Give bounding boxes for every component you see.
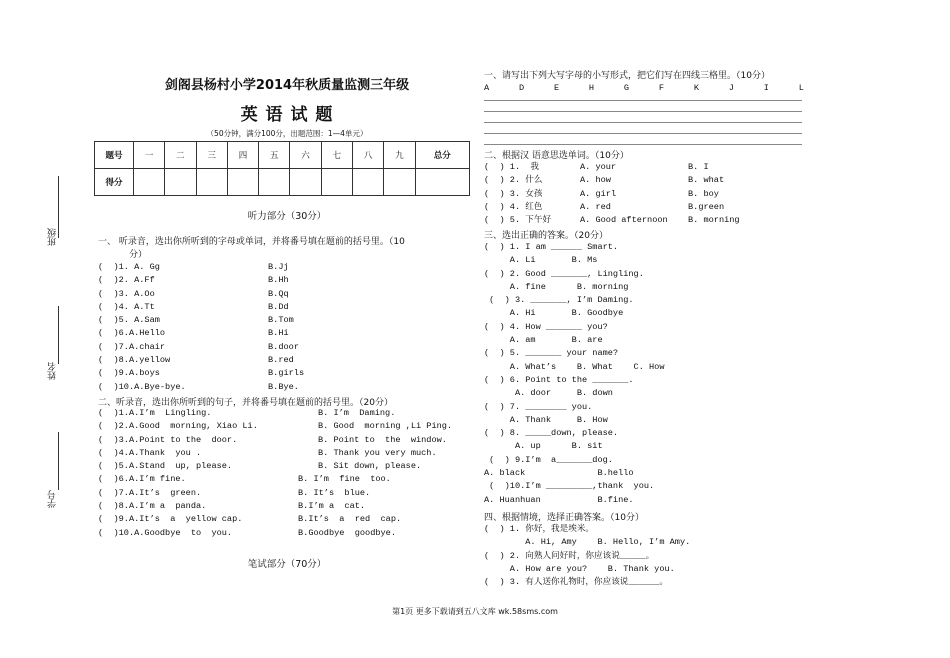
listening-q1-title: 一、 听录音，选出你所听到的字母或单词，并将番号填在题前的括号里。（10 (98, 237, 405, 247)
option-a[interactable]: A. red (580, 201, 611, 212)
option-a[interactable]: ( )8.A.yellow (98, 355, 171, 366)
option-a[interactable]: ( )6.A.Hello (98, 328, 166, 339)
list-item (98, 288, 458, 301)
option-a[interactable]: A. girl (580, 188, 617, 199)
list-item[interactable]: A. Thank B. How (484, 414, 608, 425)
score-row-label: 得分 (95, 169, 134, 196)
list-item[interactable]: ( ) 9.I’m a_______dog. (484, 454, 613, 465)
list-item (484, 174, 804, 187)
student-id-blank-line (58, 432, 59, 490)
list-item[interactable]: A. up B. sit (484, 441, 603, 452)
list-item[interactable]: ( ) 5. _______ your name? (484, 348, 619, 359)
score-head-3: 三 (196, 142, 227, 169)
list-item (98, 301, 458, 314)
list-item[interactable]: ( ) 1. I am ______ Smart. (484, 242, 619, 252)
list-item[interactable]: A. Li B. Ms (484, 255, 598, 266)
option-a[interactable]: ( )6.A.I’m fine. (98, 474, 186, 485)
word-cn: ( ) 5. 下午好 (484, 215, 552, 226)
letter: E (553, 83, 560, 93)
option-a[interactable]: ( )2. A.Ff (98, 275, 155, 286)
word-cn: ( ) 4. 红色 (484, 201, 543, 212)
word-cn: ( ) 2. 什么 (484, 175, 543, 186)
list-item (98, 500, 468, 513)
name-blank-line (58, 306, 59, 364)
option-a[interactable]: ( )5. A.Sam (98, 315, 160, 326)
score-head-0: 题号 (95, 142, 134, 169)
score-cell[interactable] (165, 169, 196, 196)
option-b[interactable]: B. I’m fine too. (298, 474, 391, 485)
list-item (484, 214, 804, 227)
option-b[interactable]: B. Good morning ,Li Ping. (318, 421, 453, 432)
letter: G (623, 83, 630, 93)
score-head-8: 八 (352, 142, 383, 169)
letter: K (693, 83, 699, 93)
option-b[interactable]: B. Point to the window. (318, 434, 447, 445)
option-a[interactable]: ( )3.A.Point to the door. (98, 434, 238, 445)
list-item (484, 188, 804, 201)
list-item (98, 447, 468, 460)
score-cell[interactable] (134, 169, 165, 196)
letter: J (728, 83, 734, 93)
option-b[interactable]: B. I’m Daming. (318, 408, 396, 418)
page-footer: 第1页 更多下载请到五八文库 wk.58sms.com (392, 607, 558, 616)
option-a[interactable]: ( )4.A.Thank you . (98, 447, 202, 458)
option-b[interactable]: B. morning (688, 215, 740, 226)
list-item[interactable]: ( ) 7. ________ you. (484, 401, 593, 412)
grid-line (484, 144, 802, 145)
list-item (98, 513, 468, 526)
score-cell[interactable] (196, 169, 227, 196)
word-cn: ( ) 3. 女孩 (484, 188, 543, 199)
list-item[interactable]: A. fine B. morning (484, 281, 629, 292)
right-q4-list (484, 523, 804, 589)
option-b[interactable]: B.Tom (268, 315, 294, 326)
option-a[interactable]: ( )10.A.Bye-bye. (98, 381, 186, 392)
list-item (98, 367, 458, 380)
listening-q2-list (98, 407, 468, 540)
grid-line (484, 133, 802, 134)
option-b[interactable]: B. Sit down, please. (318, 461, 422, 472)
list-item[interactable]: A. How are you? B. Thank you. (484, 563, 675, 574)
list-item (98, 261, 458, 274)
option-b[interactable]: B.Hh (268, 275, 289, 286)
exam-title: 剑阁县杨村小学2014年秋质量监测三年级 (164, 78, 410, 93)
score-cell[interactable] (415, 169, 469, 196)
uppercase-letters (484, 83, 804, 93)
list-item (98, 487, 468, 500)
letter: L (798, 83, 804, 93)
score-cell[interactable] (352, 169, 383, 196)
option-a[interactable]: A. your (580, 162, 617, 172)
score-head-1: 一 (134, 142, 165, 169)
list-item (98, 527, 468, 540)
list-item (98, 354, 458, 367)
listening-q1-title-cont: 分） (129, 250, 148, 260)
score-head-7: 七 (321, 142, 352, 169)
option-a[interactable]: ( )1. A. Gg (98, 262, 160, 272)
score-head-2: 二 (165, 142, 196, 169)
list-item[interactable]: A. black B.hello (484, 468, 634, 479)
option-a[interactable]: ( )9.A.It’s a yellow cap. (98, 514, 243, 525)
exam-subtitle: 英 语 试 题 (240, 105, 334, 125)
name-label: 姓名 (48, 362, 58, 380)
list-item[interactable]: ( )10.I’m _________,thank you. (484, 481, 655, 492)
letter: D (518, 83, 525, 93)
letter: H (588, 83, 595, 93)
option-b[interactable]: B.red (268, 355, 294, 366)
option-a[interactable]: ( )1.A.I’m Lingling. (98, 408, 212, 418)
word-cn: ( ) 1. 我 (484, 162, 540, 172)
list-item (98, 327, 458, 340)
option-b[interactable]: B. Thank you very much. (318, 447, 437, 458)
option-a[interactable]: ( )7.A.chair (98, 341, 166, 352)
option-b[interactable]: B.girls (268, 368, 305, 379)
score-head-6: 六 (290, 142, 321, 169)
option-a[interactable]: A. how (580, 175, 611, 186)
listening-q1-list (98, 261, 458, 394)
listening-q2-title: 二、听录音，选出你所听到的句子，并将番号填在题前的括号里。（20分） (98, 398, 393, 408)
option-b[interactable]: B. It’s blue. (298, 487, 371, 498)
list-item[interactable]: ( ) 4. How _______ you? (484, 321, 608, 332)
option-a[interactable]: ( )5.A.Stand up, please. (98, 461, 233, 472)
grid-line (484, 122, 802, 123)
option-b[interactable]: B.Hi (268, 328, 289, 339)
option-b[interactable]: B. what (688, 175, 725, 186)
score-head-5: 五 (259, 142, 290, 169)
list-item[interactable]: ( ) 3. _______, I’m Daming. (484, 295, 634, 306)
option-b[interactable]: B. I (688, 162, 709, 172)
list-item (98, 434, 468, 447)
right-q3-list (484, 241, 804, 507)
list-item (98, 420, 468, 433)
score-head-9: 九 (384, 142, 415, 169)
list-item[interactable]: ( ) 6. Point to the _______. (484, 374, 634, 385)
option-a[interactable]: A. Good afternoon (580, 215, 668, 226)
option-b[interactable]: B.Goodbye goodbye. (298, 527, 396, 538)
option-b[interactable]: B.Jj (268, 262, 289, 272)
option-b[interactable]: B. boy (688, 188, 719, 199)
letter: A (484, 83, 490, 93)
letter: I (763, 83, 769, 93)
option-b[interactable]: B.I’m a cat. (298, 501, 366, 512)
four-line-writing-grid[interactable] (484, 100, 802, 145)
student-id-label: 学号 (48, 490, 58, 508)
option-b[interactable]: B.Qq (268, 288, 289, 299)
option-b[interactable]: B.It’s a red cap. (298, 514, 402, 525)
right-q2-title: 二、根据汉 语意思选单词。（10分） (484, 151, 629, 161)
option-a[interactable]: ( )3. A.Oo (98, 288, 155, 299)
grid-line (484, 100, 802, 101)
list-item (98, 274, 458, 287)
score-cell[interactable] (259, 169, 290, 196)
exam-note: （50分钟，满分100分，出题范围：1—4单元） (206, 129, 368, 138)
list-item (98, 460, 468, 473)
list-item (98, 381, 458, 394)
option-b[interactable]: B.door (268, 341, 299, 352)
score-cell[interactable] (321, 169, 352, 196)
list-item (484, 161, 804, 174)
score-cell[interactable] (290, 169, 321, 196)
right-q1-title: 一、请写出下列大写字母的小写形式，把它们写在四线三格里。（10分） (484, 71, 770, 81)
right-q3-title: 三、选出正确的答案。（20分） (484, 231, 608, 241)
option-b[interactable]: B.Dd (268, 301, 289, 312)
list-item[interactable]: A. Hi B. Goodbye (484, 308, 624, 319)
list-item (98, 314, 458, 327)
score-head-total: 总分 (415, 142, 469, 169)
option-a[interactable]: ( )9.A.boys (98, 368, 160, 379)
option-a[interactable]: ( )4. A.Tt (98, 301, 155, 312)
option-a[interactable]: ( )8.A.I’m a panda. (98, 501, 207, 512)
list-item (98, 341, 458, 354)
option-b[interactable]: B.green (688, 201, 725, 212)
score-cell[interactable] (227, 169, 258, 196)
option-b[interactable]: B.Bye. (268, 381, 299, 392)
list-item[interactable]: A. door B. down (484, 388, 613, 399)
grid-line (484, 111, 802, 112)
option-a[interactable]: ( )7.A.It’s green. (98, 487, 202, 498)
option-a[interactable]: ( )10.A.Goodbye to you. (98, 527, 233, 538)
letter: F (658, 83, 665, 93)
list-item[interactable]: A. am B. are (484, 335, 603, 346)
list-item[interactable]: A. What’s B. What C. How (484, 361, 665, 372)
list-item[interactable]: ( ) 8. _____down, please. (484, 428, 619, 439)
class-blank-line (58, 176, 59, 238)
listening-title: 听力部分（30分） (247, 211, 327, 222)
list-item[interactable]: ( ) 1. 你好，我是埃米。 (484, 524, 595, 534)
list-item[interactable]: A. Hi, Amy B. Hello, I’m Amy. (484, 537, 691, 548)
class-label: 班级 (48, 228, 58, 246)
list-item[interactable]: ( ) 3. 有人送你礼物时，你应该说______。 (484, 577, 668, 588)
score-cell[interactable] (384, 169, 415, 196)
list-item[interactable]: A. Huanhuan B.fine. (484, 494, 634, 505)
list-item[interactable]: ( ) 2. Good _______, Lingling. (484, 268, 644, 279)
written-title: 笔试部分（70分） (247, 559, 327, 570)
score-table (94, 141, 470, 196)
right-q2-list (484, 161, 804, 227)
list-item[interactable]: ( ) 2. 向熟人问好时，你应该说_____。 (484, 550, 655, 561)
list-item (98, 473, 468, 486)
list-item (98, 407, 468, 420)
option-a[interactable]: ( )2.A.Good morning, Xiao Li. (98, 421, 258, 432)
score-head-4: 四 (227, 142, 258, 169)
list-item (484, 201, 804, 214)
right-q4-title: 四、根据情境，选择正确答案。（10分） (484, 513, 644, 523)
